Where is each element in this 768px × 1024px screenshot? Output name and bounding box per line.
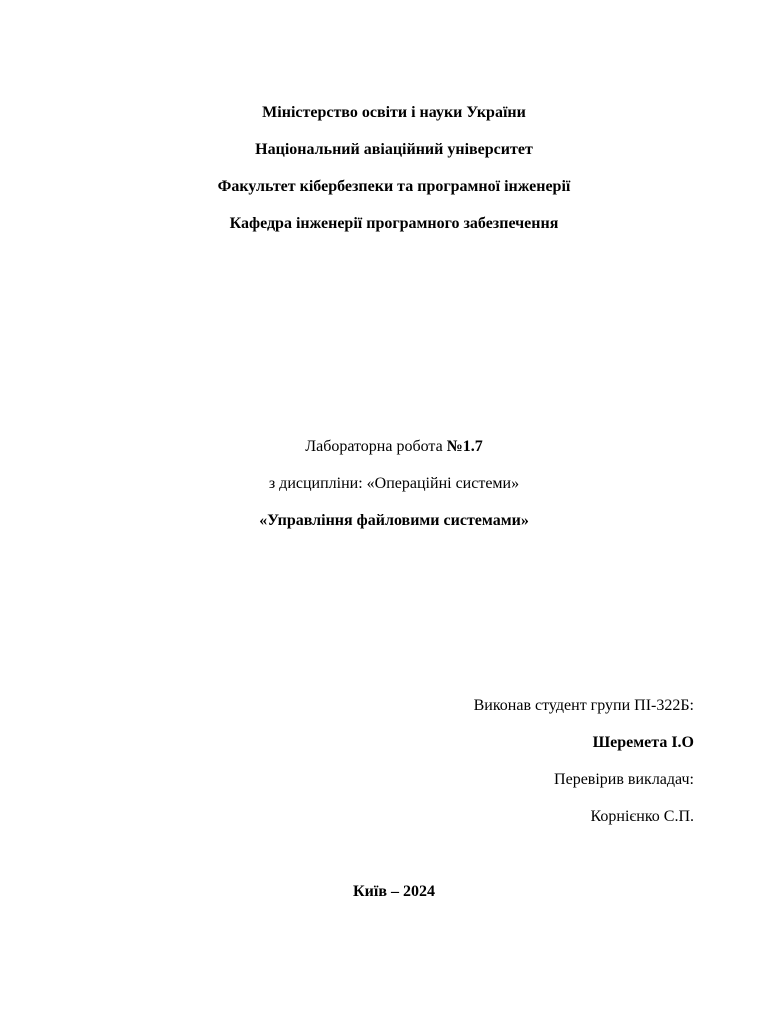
faculty-heading: Факультет кібербезпеки та програмної інженерії [217, 178, 571, 195]
department-heading: Кафедра інженерії програмного забезпечення [229, 215, 559, 232]
lab-work-title [0, 437, 768, 457]
lab-work-prefix: Лабораторна робота [305, 438, 447, 455]
discipline-line: з дисципліни: «Операційні системи» [268, 475, 520, 492]
performed-by-label: Виконав студент групи ПІ-322Б: [473, 697, 694, 714]
checked-by-label: Перевірив викладач: [554, 771, 694, 788]
ministry-heading: Міністерство освіти і науки України [262, 104, 526, 121]
teacher-name: Корнієнко С.П. [590, 808, 694, 825]
topic-title: «Управління файловими системами» [259, 512, 529, 529]
lab-work-number: №1.7 [446, 438, 483, 455]
city-year: Київ – 2024 [353, 883, 435, 900]
university-heading: Національний авіаційний університет [255, 141, 533, 158]
student-name: Шеремета І.О [592, 734, 694, 751]
